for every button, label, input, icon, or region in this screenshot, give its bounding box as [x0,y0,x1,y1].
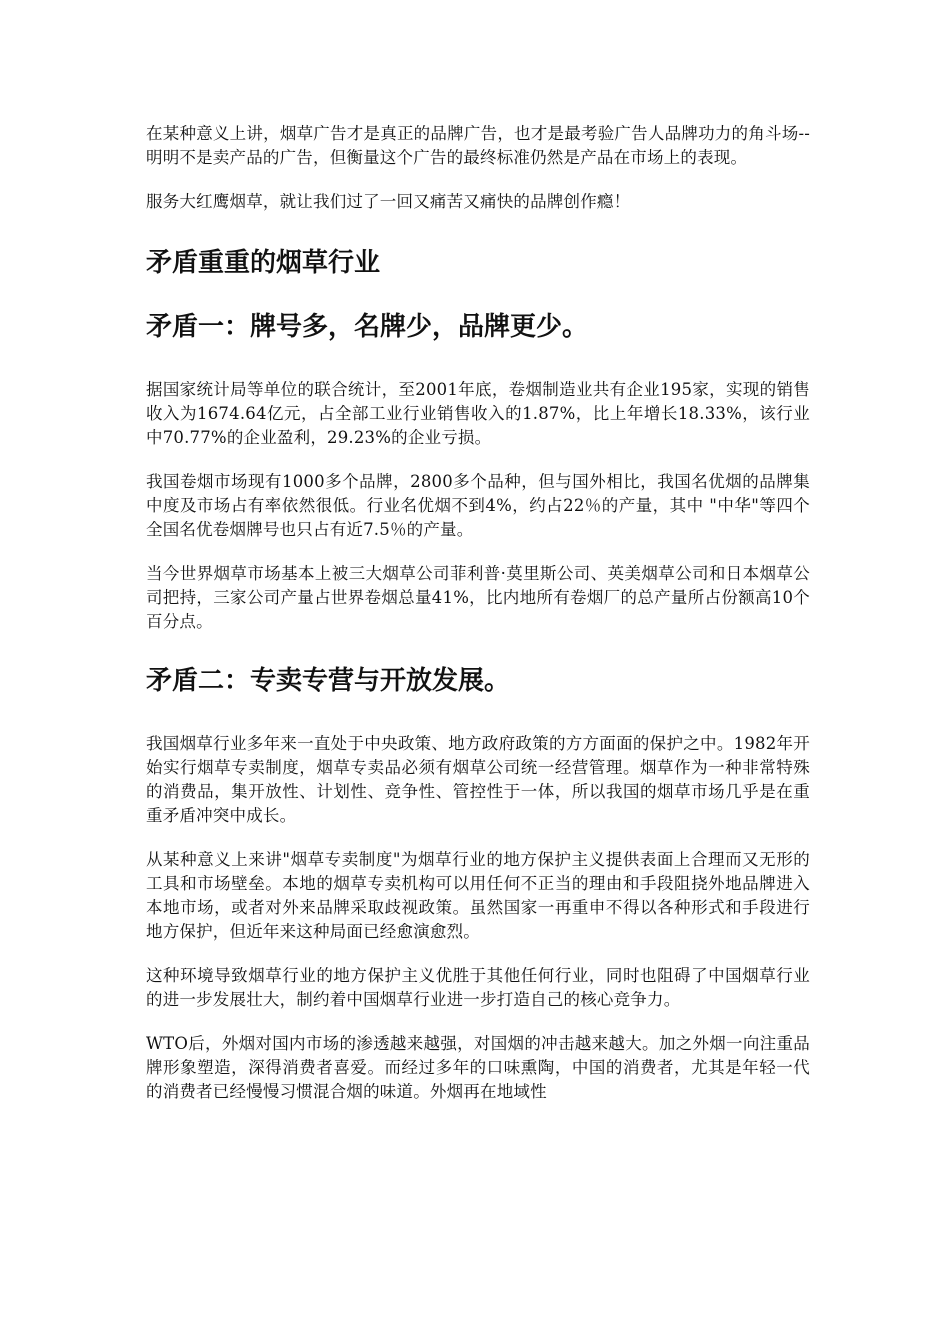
contradiction-1-paragraph-1: 据国家统计局等单位的联合统计，至2001年底，卷烟制造业共有企业195家，实现的销售收入为1674.64亿元，占全部工业行业销售收入的1.87%，比上年增长18.33%，该行业中70.77%的企业盈利，29.23%的企业亏损。 [146,380,810,447]
contradiction-2-paragraph-1: 我国烟草行业多年来一直处于中央政策、地方政府政策的方方面面的保护之中。1982年开始实行烟草专卖制度，烟草专卖品必须有烟草公司统一经营管理。烟草作为一种非常特殊的消费品，集开放性、计划性、竞争性、管控性于一体，所以我国的烟草市场几乎是在重重矛盾冲突中成长。 [146,734,810,825]
contradiction-1-paragraph-3: 当今世界烟草市场基本上被三大烟草公司菲利普·莫里斯公司、英美烟草公司和日本烟草公司把持，三家公司产量占世界卷烟总量41%，比内地所有卷烟厂的总产量所占份额高10个百分点。 [146,564,810,631]
document-body [146,122,810,1124]
contradiction-1-heading: 矛盾一：牌号多，名牌少，品牌更少。 [146,312,589,342]
contradiction-2-heading: 矛盾二：专卖专营与开放发展。 [146,666,511,696]
contradiction-2-paragraph-2: 从某种意义上来讲"烟草专卖制度"为烟草行业的地方保护主义提供表面上合理而又无形的工具和市场壁垒。本地的烟草专卖机构可以用任何不正当的理由和手段阻挠外地品牌进入本地市场，或者对外来品牌采取歧视政策。虽然国家一再重申不得以各种形式和手段进行地方保护，但近年来这种局面已经愈演愈烈。 [146,850,810,941]
section-title: 矛盾重重的烟草行业 [146,248,381,278]
contradiction-1-paragraph-2: 我国卷烟市场现有1000多个品牌，2800多个品种，但与国外相比，我国名优烟的品牌集中度及市场占有率依然很低。行业名优烟不到4%，约占22％的产量，其中 "中华"等四个全国名优卷烟牌号也只占有近7.5％的产量。 [146,472,810,539]
intro-paragraph-1: 在某种意义上讲，烟草广告才是真正的品牌广告，也才是最考验广告人品牌功力的角斗场--明明不是卖产品的广告，但衡量这个广告的最终标准仍然是产品在市场上的表现。 [146,124,810,167]
contradiction-2-paragraph-3: 这种环境导致烟草行业的地方保护主义优胜于其他任何行业，同时也阻碍了中国烟草行业的进一步发展壮大，制约着中国烟草行业进一步打造自己的核心竞争力。 [146,966,810,1009]
intro-paragraph-2: 服务大红鹰烟草，就让我们过了一回又痛苦又痛快的品牌创作瘾！ [146,192,631,211]
contradiction-2-paragraph-4: WTO后，外烟对国内市场的渗透越来越强，对国烟的冲击越来越大。加之外烟一向注重品牌形象塑造，深得消费者喜爱。而经过多年的口味熏陶，中国的消费者，尤其是年轻一代的消费者已经慢慢习惯混合烟的味道。外烟再在地域性 [146,1034,810,1101]
